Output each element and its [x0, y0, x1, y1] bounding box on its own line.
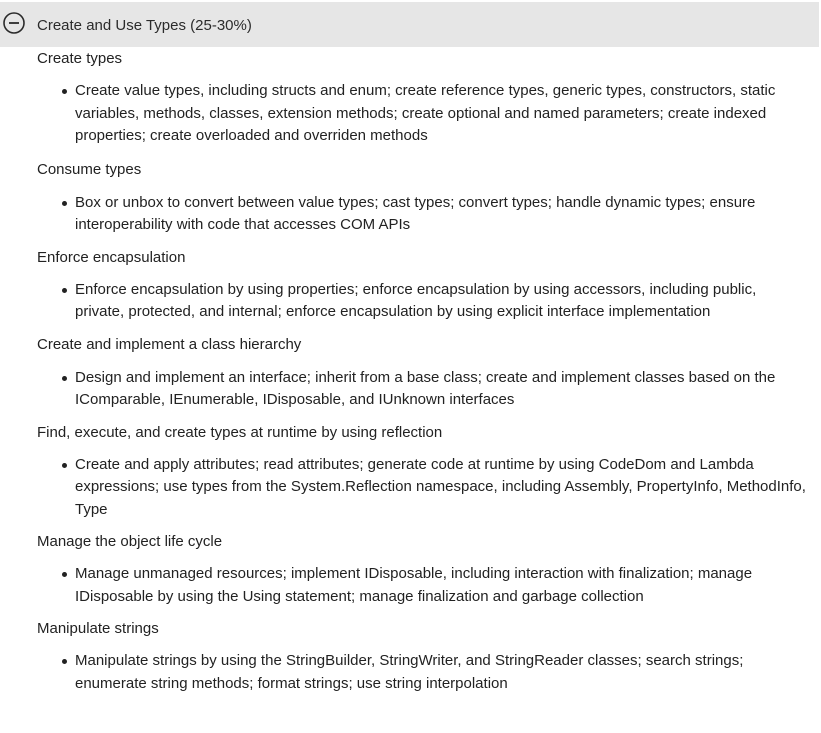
topic-bullets	[37, 80, 807, 148]
section-header-toggle[interactable]	[0, 2, 819, 47]
topic-bullets	[37, 650, 807, 695]
topic-bullets	[37, 454, 807, 522]
list-item: Manage unmanaged resources; implement IDisposable, including interaction with finalization; manage IDisposable by using the Using statement; manage finalization and garbage collection	[37, 563, 807, 608]
topic-title: Manipulate strings	[37, 620, 159, 637]
topic-reflection	[37, 412, 807, 522]
topic-title: Find, execute, and create types at runtime by using reflection	[37, 423, 443, 441]
list-item: Create value types, including structs and enum; create reference types, generic types, constructors, static variables, methods, classes, extension methods; create optional and named parameters; create indexed properties; create overloaded and overriden methods	[37, 80, 807, 148]
section-title: Create and Use Types (25-30%)	[37, 17, 252, 34]
topic-bullets	[37, 192, 807, 237]
topic-manipulate-strings	[37, 608, 807, 695]
topic-create-types	[37, 49, 807, 148]
list-item: Create and apply attributes; read attributes; generate code at runtime by using CodeDom and Lambda expressions; use types from the System.Reflection namespace, including Assembly, PropertyInfo, MethodInfo, Type	[37, 454, 807, 522]
list-item: Manipulate strings by using the StringBuilder, StringWriter, and StringReader classes; search strings; enumerate string methods; format strings; use string interpolation	[37, 650, 807, 695]
topic-title: Create and implement a class hierarchy	[37, 335, 302, 353]
list-item: Box or unbox to convert between value types; cast types; convert types; handle dynamic types; ensure interoperability with code that accesses COM APIs	[37, 192, 807, 237]
topic-enforce-encapsulation	[37, 237, 807, 324]
topic-title: Consume types	[37, 160, 142, 178]
topic-bullets	[37, 563, 807, 608]
topic-bullets	[37, 367, 807, 412]
topic-bullets	[37, 279, 807, 324]
minus-circle-icon[interactable]	[3, 12, 25, 34]
topic-object-life-cycle	[37, 521, 807, 608]
list-item: Design and implement an interface; inherit from a base class; create and implement classes based on the IComparable, IEnumerable, IDisposable, and IUnknown interfaces	[37, 367, 807, 412]
list-item: Enforce encapsulation by using properties; enforce encapsulation by using accessors, including public, private, protected, and internal; enforce encapsulation by using explicit interface implementation	[37, 279, 807, 324]
topic-consume-types	[37, 148, 807, 237]
topic-title: Manage the object life cycle	[37, 533, 223, 550]
topic-title: Enforce encapsulation	[37, 248, 186, 266]
topic-title: Create types	[37, 50, 123, 67]
topic-class-hierarchy	[37, 324, 807, 412]
section-body	[37, 49, 807, 695]
